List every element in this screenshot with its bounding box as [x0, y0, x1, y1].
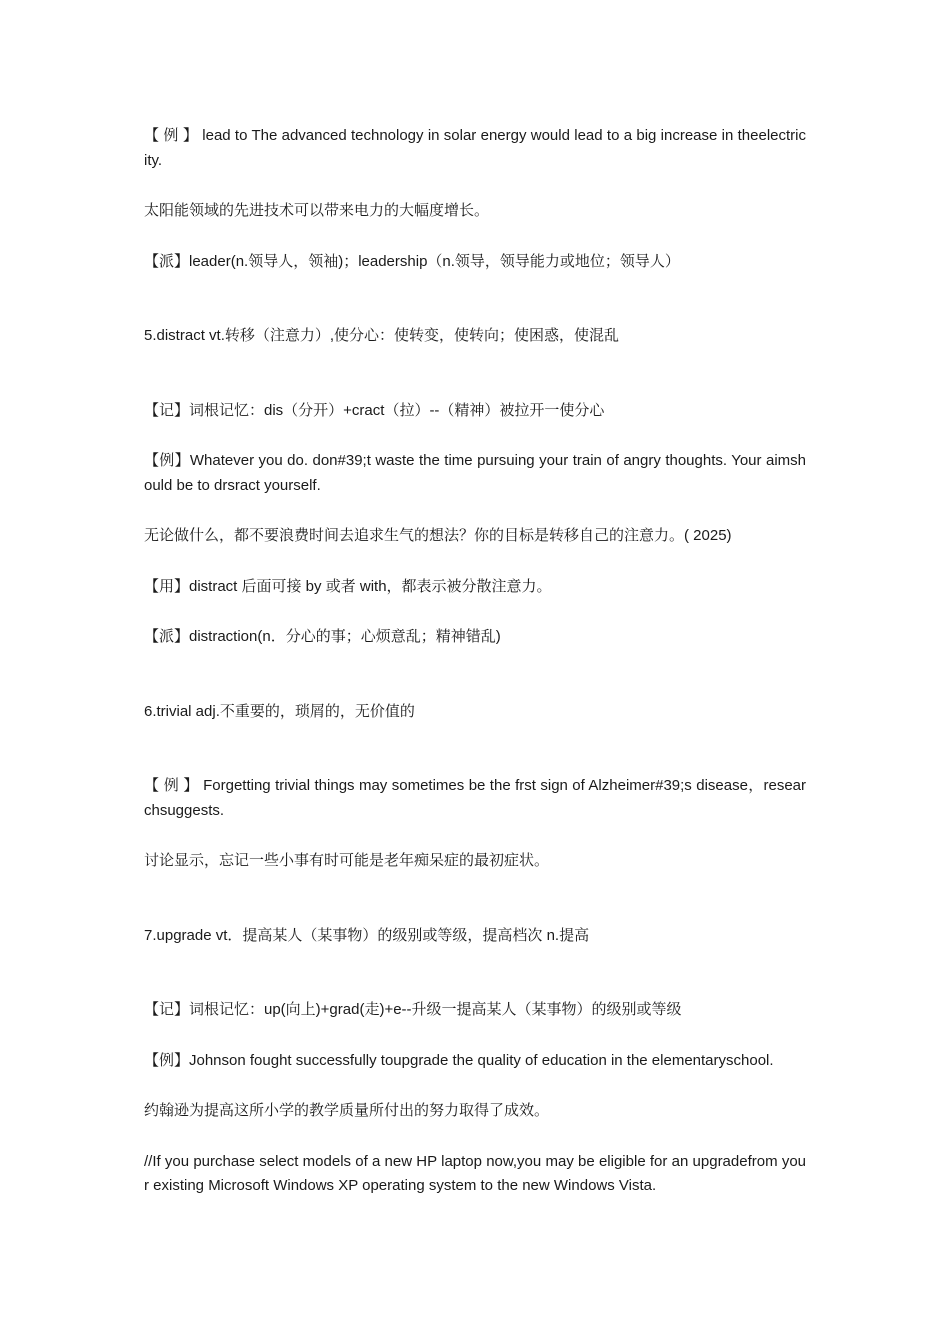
translation-lead-to: 太阳能领域的先进技术可以带来电力的大幅度增长。	[144, 202, 490, 219]
example-upgrade: 【例】Johnson fought successfully toupgrade the quality of education in the elementaryschool.	[144, 1051, 774, 1069]
document-body	[144, 124, 806, 1199]
memory-distract: 【记】词根记忆：dis（分开）+cract（拉）--（精神）被拉开一使分心	[144, 401, 605, 419]
memory-upgrade: 【记】词根记忆：up(向上)+grad(走)+e--升级一提高某人（某事物）的级别或等级	[144, 1001, 682, 1018]
example-upgrade-hp: //If you purchase select models of a new HP laptop now,you may be eligible for an upgradefrom your existing Microsoft Windows XP operating system to the new Windows Vista.	[144, 1152, 806, 1194]
example-distract: 【例】Whatever you do. don#39;t waste the time pursuing your train of angry thoughts. Your aimshould be to drsract yourself.	[144, 452, 806, 494]
usage-distract: 【用】distract 后面可接 by 或者 with，都表示被分散注意力。	[144, 577, 552, 595]
entry-heading-trivial: 6.trivial adj.不重要的，琐屑的，无价值的	[144, 702, 415, 720]
derivation-distraction: 【派】distraction(n．分心的事；心烦意乱；精神错乱)	[144, 628, 501, 645]
entry-heading-distract: 5.distract vt.转移（注意力）,使分心：使转变，使转向；使困惑，使混乱	[144, 327, 620, 344]
translation-upgrade: 约翰逊为提高这所小学的教学质量所付出的努力取得了成效。	[144, 1102, 550, 1119]
entry-heading-upgrade: 7.upgrade vt．提高某人（某事物）的级别或等级，提高档次 n.提高	[144, 926, 590, 944]
example-trivial: 【 例 】 Forgetting trivial things may sometimes be the frst sign of Alzheimer#39;s disease，researchsuggests.	[144, 777, 806, 819]
translation-distract: 无论做什么，都不要浪费时间去追求生气的想法？你的目标是转移自己的注意力。( 2025)	[144, 527, 732, 544]
example-lead-to: 【 例 】 lead to The advanced technology in solar energy would lead to a big increase in theelectricity.	[144, 127, 806, 169]
translation-trivial: 讨论显示，忘记一些小事有时可能是老年痴呆症的最初症状。	[144, 852, 550, 869]
derivation-leader: 【派】leader(n.领导人，领袖)；leadership（n.领导，领导能力或地位；领导人）	[144, 252, 680, 270]
